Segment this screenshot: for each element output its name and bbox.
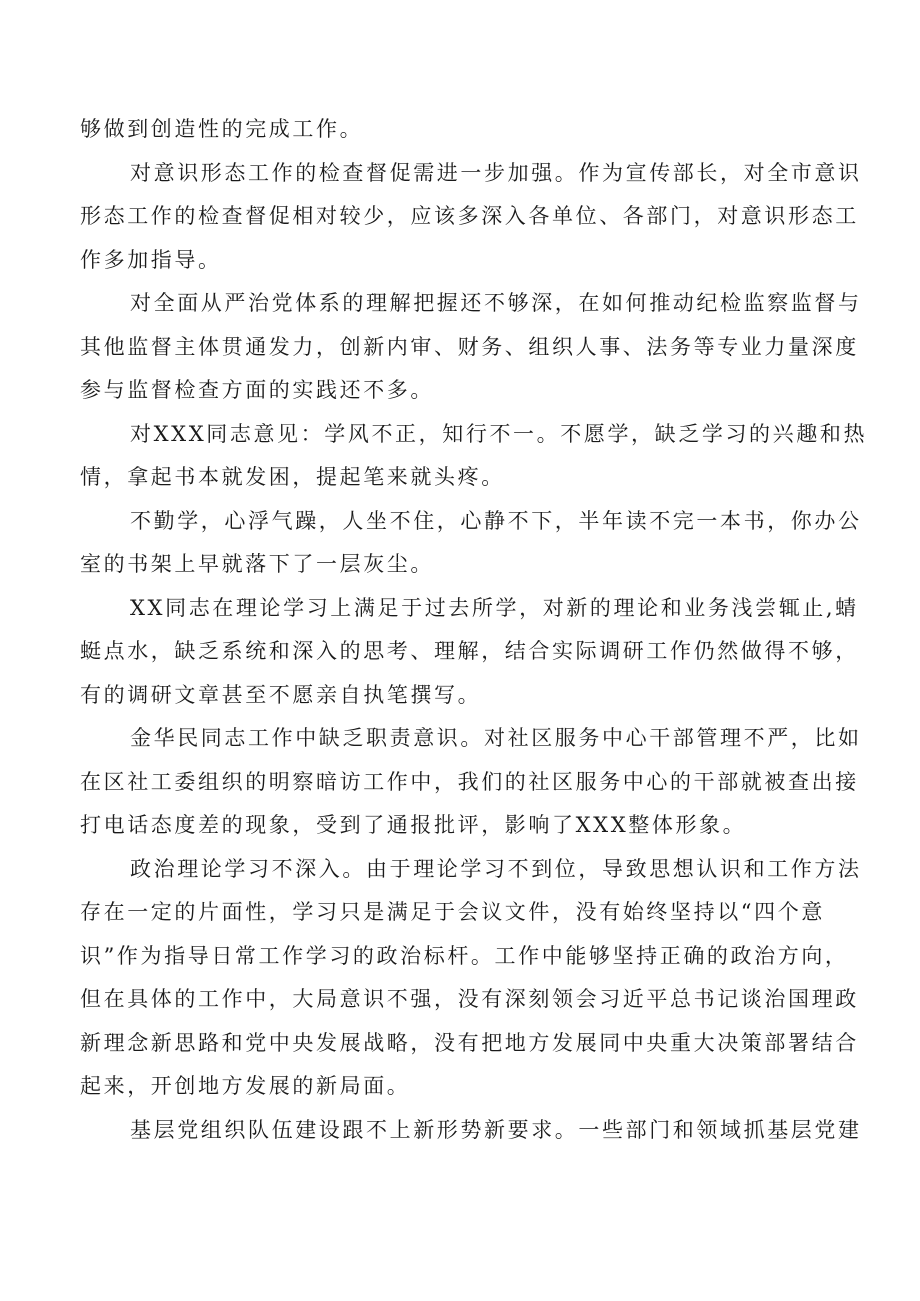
paragraph-start: 对XXX同志意见：学风不正，知行不一。不愿学，缺乏学习的兴趣和热: [130, 421, 868, 446]
text-line: 蜓点水，缺乏系统和深入的思考、理解，结合实际调研工作仍然做得不够，: [80, 639, 859, 663]
text-line: 有的调研文章甚至不愿亲自执笔撰写。: [80, 682, 482, 707]
paragraph-start: 政治理论学习不深入。由于理论学习不到位，导致思想认识和工作方法: [130, 856, 862, 881]
text-line: 情，拿起书本就发困，提起笔来就头疼。: [80, 465, 505, 489]
text-line: 参与监督检查方面的实践还不多。: [80, 378, 434, 402]
text-line: 作多加指导。: [80, 247, 222, 272]
document-body: [80, 108, 868, 1152]
text-line: 识”作为指导日常工作学习的政治标杆。工作中能够坚持正确的政治方向，: [80, 943, 849, 968]
paragraph-start: 金华民同志工作中缺乏职责意识。对社区服务中心干部管理不严，比如: [130, 726, 862, 750]
paragraph-start: 对意识形态工作的检查督促需进一步加强。作为宣传部长，对全市意识: [130, 160, 862, 185]
paragraph-start: 不勤学，心浮气躁，人坐不住，心静不下，半年读不完一本书，你办公: [130, 508, 862, 533]
paragraph-start: 对全面从严治党体系的理解把握还不够深，在如何推动纪检监察监督与: [130, 291, 862, 315]
text-line: 其他监督主体贯通发力，创新内审、财务、组织人事、法务等专业力量深度: [80, 334, 859, 359]
text-line: 存在一定的片面性，学习只是满足于会议文件，没有始终坚持以“四个意: [80, 900, 825, 924]
paragraph-start: XX同志在理论学习上满足于过去所学，对新的理论和业务浅尝辄止,蜻: [130, 595, 859, 620]
text-line: 室的书架上早就落下了一层灰尘。: [80, 552, 434, 576]
text-line: 起来，开创地方发展的新局面。: [80, 1074, 411, 1098]
text-line: 在区社工委组织的明察暗访工作中，我们的社区服务中心的干部就被查出接: [80, 769, 859, 794]
text-line: 够做到创造性的完成工作。: [80, 117, 364, 141]
paragraph-start: 基层党组织队伍建设跟不上新形势新要求。一些部门和领域抓基层党建: [130, 1117, 862, 1142]
text-line: 形态工作的检查督促相对较少，应该多深入各单位、各部门，对意识形态工: [80, 204, 859, 228]
text-line: 打电话态度差的现象，受到了通报批评，影响了XXX整体形象。: [80, 813, 747, 837]
text-line: 新理念新思路和党中央发展战略，没有把地方发展同中央重大决策部署结合: [80, 1030, 859, 1055]
text-line: 但在具体的工作中，大局意识不强，没有深刻领会习近平总书记谈治国理政: [80, 987, 859, 1011]
